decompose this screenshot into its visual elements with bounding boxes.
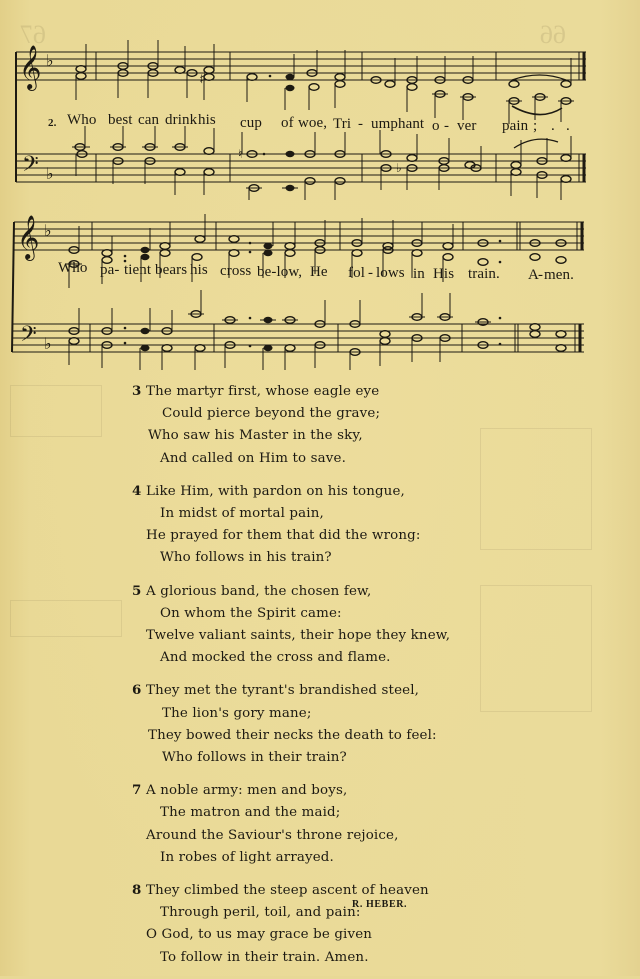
treble-notes <box>76 63 571 105</box>
flat-icon: ♭ <box>46 164 54 183</box>
score-system-1 <box>0 0 640 200</box>
lyric-syllable: pain <box>502 118 529 134</box>
lyric-hyphen: - <box>368 265 374 281</box>
lyric-syllable: can <box>138 112 160 128</box>
verse-line: A glorious band, the chosen few, <box>146 583 372 599</box>
lyric-syllable: ver <box>457 118 477 134</box>
lyric-punctuation: . <box>551 118 555 134</box>
bleed-through-page-number: 67 <box>20 20 46 49</box>
verse-line: He prayed for them that did the wrong: <box>146 528 421 544</box>
lyric-syllable: His <box>433 266 455 282</box>
bleed-through-page-number: 66 <box>540 20 566 49</box>
verse-line: They bowed their necks the death to feel: <box>148 727 437 743</box>
verse-line: Like Him, with pardon on his tongue, <box>146 483 405 499</box>
lyric-syllable: bears <box>155 262 188 278</box>
music-system-2 <box>0 200 640 370</box>
lyric-punctuation: ; <box>533 118 538 134</box>
flat-icon: ♭ <box>44 221 52 240</box>
verse-number: 7 <box>132 782 142 799</box>
lyric-syllable: o <box>432 118 440 134</box>
lyric-syllable: in <box>413 266 425 282</box>
verse-number: 6 <box>132 682 142 699</box>
verse-line: To follow in their train. Amen. <box>160 949 369 965</box>
verse-line: And called on Him to save. <box>160 450 346 466</box>
bleed-through-staff <box>480 585 592 712</box>
verse-line: Twelve valiant saints, their hope they knew, <box>146 628 451 644</box>
verse-line: The matron and the maid; <box>160 805 341 821</box>
lyric-syllable: his <box>190 262 208 278</box>
natural-icon: ♮ <box>238 147 243 161</box>
lyric-syllable: fol <box>348 265 365 281</box>
stanza-3 <box>132 380 492 470</box>
lyric-hyphen: - <box>538 267 544 283</box>
verse-number: 8 <box>132 882 142 899</box>
verse-number: 4 <box>132 482 142 499</box>
lyric-syllable: Who <box>67 112 97 128</box>
sharp-icon: ♯ <box>200 71 206 85</box>
lyric-syllable: of <box>281 115 294 131</box>
verse-line: A noble army: men and boys, <box>146 783 348 799</box>
stanza-4 <box>132 480 492 570</box>
verse-line: Could pierce beyond the grave; <box>162 406 381 422</box>
lyric-syllable: A <box>528 267 539 283</box>
lyric-punctuation: . <box>566 118 570 134</box>
verse-line: In robes of light arrayed. <box>160 849 334 865</box>
lyric-syllable: train. <box>468 266 500 282</box>
verse-number: 5 <box>132 582 142 599</box>
flat-icon: ♭ <box>396 161 402 175</box>
verse-line: Around the Saviour's throne rejoice, <box>146 827 399 843</box>
author-attribution: R. HEBER. <box>352 899 408 910</box>
stanza-7 <box>132 779 492 869</box>
verse-line: Through peril, toil, and pain: <box>160 905 361 921</box>
lyric-syllable: Who <box>58 260 88 276</box>
lyric-syllable: men. <box>544 267 574 283</box>
verse-line: They climbed the steep ascent of heaven <box>146 883 429 899</box>
lyric-syllable: umphant <box>371 116 425 132</box>
verse-line: They met the tyrant's brandished steel, <box>146 683 420 699</box>
treble-filled-notes <box>269 74 295 91</box>
bleed-through-staff <box>10 600 122 637</box>
verse-line: Who saw his Master in the sky, <box>148 428 363 444</box>
verse-line: The martyr first, whose eagle eye <box>146 384 380 399</box>
lyric-hyphen: - <box>444 118 450 134</box>
bleed-through-staff <box>10 385 102 437</box>
lyric-hyphen: - <box>358 116 364 132</box>
verse-line: Who follows in their train? <box>162 750 347 766</box>
flat-icon: ♭ <box>46 51 54 70</box>
verse-line: And mocked the cross and flame. <box>160 650 391 666</box>
lyric-syllable: woe, <box>298 115 328 131</box>
lyric-syllable: his <box>198 112 216 128</box>
verse-line: On whom the Spirit came: <box>160 605 342 621</box>
verses-section <box>132 380 492 979</box>
lyric-syllable: tient <box>124 262 152 278</box>
verse-number: 2. <box>48 117 57 129</box>
treble-clef-icon: 𝄞 <box>19 45 42 89</box>
stanza-5 <box>132 580 492 670</box>
lyric-syllable: lows <box>376 265 405 281</box>
treble-clef-icon: 𝄞 <box>17 215 40 259</box>
lyric-syllable: He <box>310 264 328 280</box>
flat-icon: ♭ <box>44 334 52 353</box>
lyrics-line-verse-2a <box>48 114 62 131</box>
bass-clef-icon: 𝄢 <box>22 152 39 182</box>
lyric-syllable: cup <box>240 115 262 131</box>
bleed-through-staff <box>480 428 592 550</box>
score-system-2 <box>0 200 640 370</box>
music-system-1 <box>0 0 640 200</box>
verse-line: In midst of mortal pain, <box>160 506 324 522</box>
lyric-syllable: pa- <box>100 262 120 278</box>
lyric-syllable: best <box>108 112 133 128</box>
bass-clef-icon: 𝄢 <box>20 322 37 352</box>
verse-number: 3 <box>132 383 142 399</box>
lyric-syllable: Tri <box>333 116 352 132</box>
stanza-6 <box>132 679 492 769</box>
verse-line: O God, to us may grace be given <box>146 927 373 943</box>
lyric-syllable: be-low, <box>257 264 303 280</box>
lyric-syllable: drink <box>165 112 198 128</box>
verse-line: The lion's gory mane; <box>162 705 312 721</box>
lyric-syllable: cross <box>220 263 252 279</box>
stanza-8 <box>132 879 492 969</box>
verse-line: Who follows in his train? <box>160 550 332 566</box>
